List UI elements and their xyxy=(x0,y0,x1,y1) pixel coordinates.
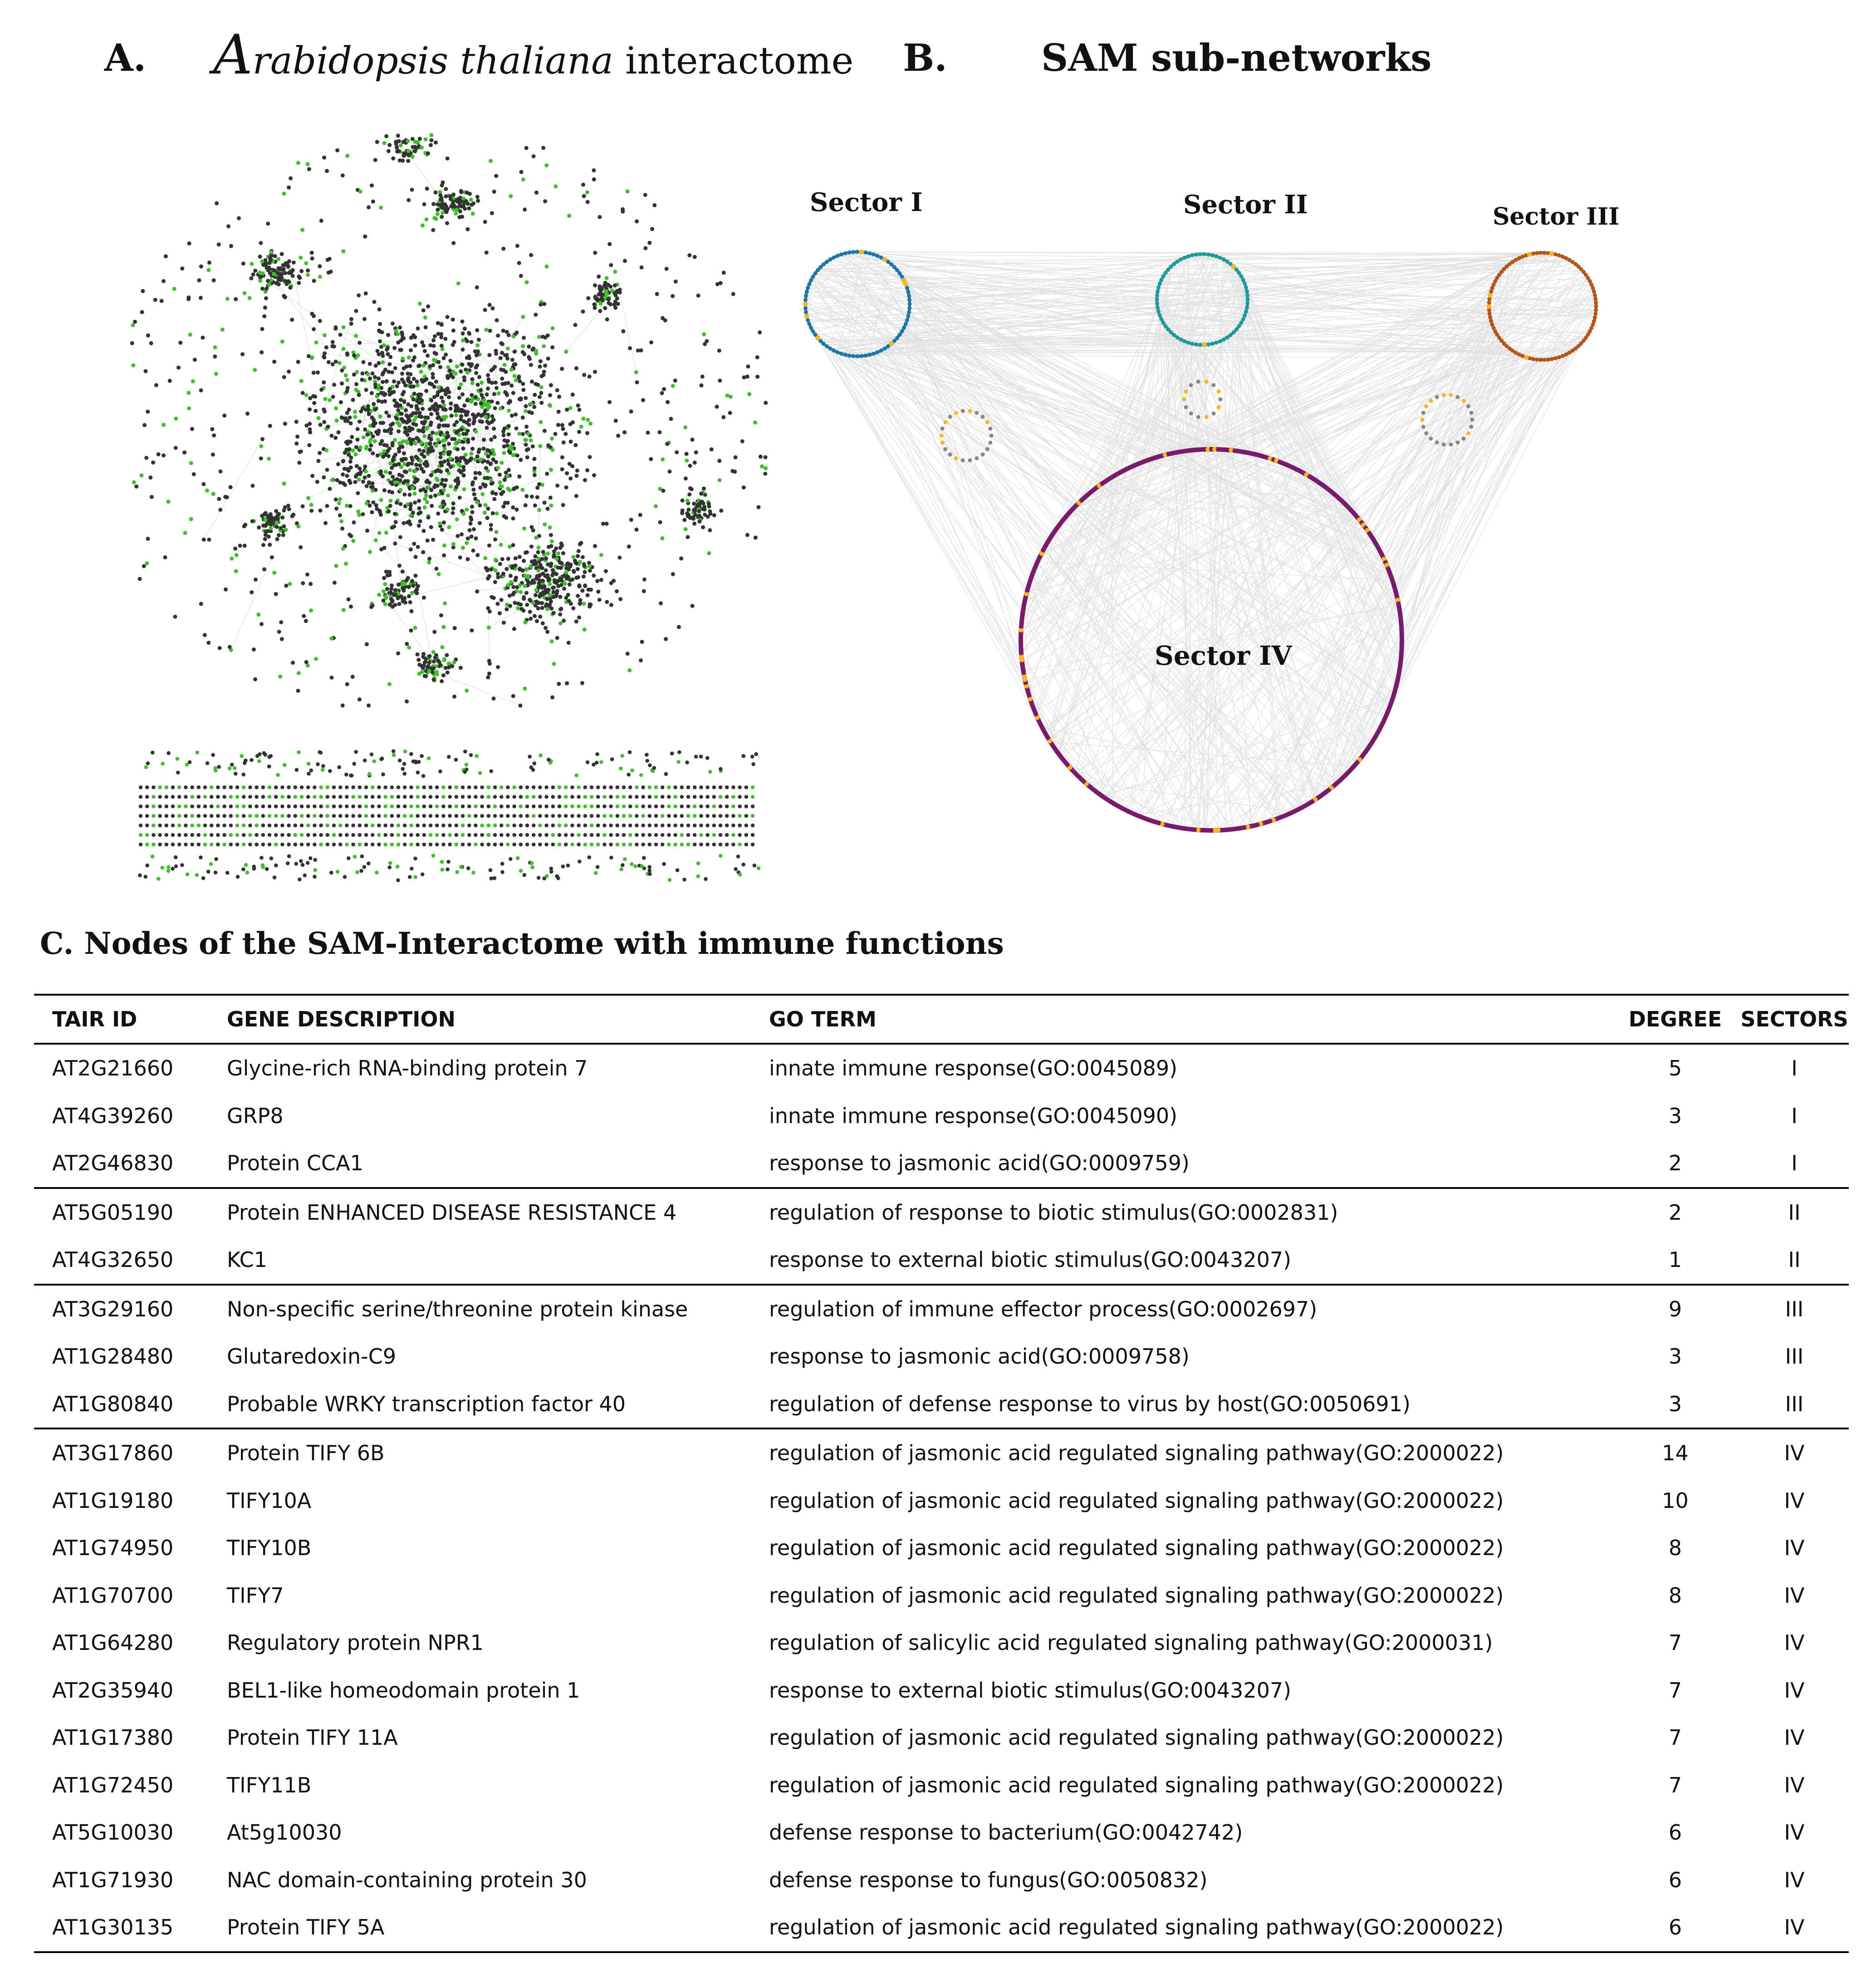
sam-subnetworks-graph xyxy=(0,0,1876,908)
tair-id-cell: AT2G35940 xyxy=(52,1678,174,1703)
degree-cell: 6 xyxy=(1668,1820,1682,1845)
go-term-cell: response to jasmonic acid(GO:0009759) xyxy=(769,1151,1190,1176)
degree-cell: 7 xyxy=(1668,1725,1682,1750)
go-term-cell: regulation of defense response to virus by host(GO:0050691) xyxy=(769,1391,1411,1416)
go-term-cell: regulation of jasmonic acid regulated signaling pathway(GO:2000022) xyxy=(769,1725,1504,1750)
table-row xyxy=(34,1714,1849,1762)
go-term-cell: innate immune response(GO:0045090) xyxy=(769,1103,1178,1128)
sector-cell: IV xyxy=(1784,1820,1805,1845)
degree-cell: 8 xyxy=(1668,1536,1682,1561)
go-term-cell: regulation of response to biotic stimulus(GO:0002831) xyxy=(751,1188,1611,1237)
sector-cell: IV xyxy=(1784,1583,1805,1608)
table-row xyxy=(34,1572,1849,1620)
gene-description-cell: Protein TIFY 5A xyxy=(209,1904,751,1952)
go-term-cell: response to external biotic stimulus(GO:0043207) xyxy=(769,1247,1292,1272)
sector-cell: III xyxy=(1740,1285,1849,1333)
tair-id-cell: AT1G80840 xyxy=(52,1391,174,1416)
degree-cell: 1 xyxy=(1668,1247,1682,1272)
gene-description-cell: TIFY10B xyxy=(227,1536,312,1561)
table-row xyxy=(34,1809,1849,1856)
tair-id-cell: AT1G28480 xyxy=(52,1344,174,1369)
go-term-cell: response to external biotic stimulus(GO:0043207) xyxy=(769,1678,1292,1703)
table-row xyxy=(34,1333,1849,1380)
gene-description-cell: Non-specific serine/threonine protein kinase xyxy=(209,1285,751,1333)
table-row xyxy=(34,1380,1849,1429)
table-row xyxy=(34,1762,1849,1809)
sector-cell: I xyxy=(1791,1151,1798,1176)
tair-id-cell: AT1G72450 xyxy=(52,1772,174,1797)
tair-id-cell: AT2G46830 xyxy=(52,1151,174,1176)
table-row xyxy=(34,1285,1849,1333)
gene-description-cell: Protein TIFY 11A xyxy=(227,1725,398,1750)
tair-id-cell: AT1G64280 xyxy=(52,1630,174,1655)
go-term-cell: defense response to bacterium(GO:0042742) xyxy=(769,1820,1243,1845)
sector-cell: IV xyxy=(1784,1536,1805,1561)
sector-cell: II xyxy=(1788,1247,1801,1272)
degree-cell: 7 xyxy=(1668,1630,1682,1655)
panel-a-title-initial: A xyxy=(213,24,253,87)
tair-id-cell: AT1G70700 xyxy=(52,1583,174,1608)
table-row xyxy=(34,1139,1849,1188)
panel-a-title-species: rabidopsis thaliana xyxy=(252,39,613,83)
sector-cell: IV xyxy=(1740,1428,1849,1477)
header-tair-id: TAIR ID xyxy=(34,995,209,1044)
go-term-cell: innate immune response(GO:0045089) xyxy=(769,1056,1178,1081)
sector-iv-label: Sector IV xyxy=(1155,640,1292,671)
table-header-row xyxy=(34,995,1849,1044)
degree-cell: 2 xyxy=(1611,1188,1740,1237)
degree-cell: 6 xyxy=(1668,1867,1682,1892)
table-row xyxy=(34,1904,1849,1952)
table-title: C. Nodes of the SAM-Interactome with immune functions xyxy=(40,926,1004,961)
gene-description-cell: GRP8 xyxy=(227,1103,284,1128)
degree-cell: 7 xyxy=(1668,1772,1682,1797)
degree-cell: 9 xyxy=(1611,1285,1740,1333)
gene-description-cell: KC1 xyxy=(227,1247,268,1272)
header-sectors: SECTORS xyxy=(1740,995,1849,1044)
go-term-cell: regulation of jasmonic acid regulated signaling pathway(GO:2000022) xyxy=(769,1772,1504,1797)
gene-description-cell: TIFY7 xyxy=(227,1583,284,1608)
tair-id-cell: AT1G71930 xyxy=(52,1867,174,1892)
go-term-cell: regulation of immune effector process(GO:0002697) xyxy=(751,1285,1611,1333)
tair-id-cell: AT1G19180 xyxy=(52,1488,174,1513)
sector-iv-ring xyxy=(1019,447,1404,833)
gene-description-cell: Protein CCA1 xyxy=(227,1151,363,1176)
immune-nodes-table xyxy=(34,994,1849,1953)
degree-cell: 2 xyxy=(1668,1151,1682,1176)
go-term-cell: regulation of jasmonic acid regulated signaling pathway(GO:2000022) xyxy=(751,1904,1611,1952)
degree-cell: 14 xyxy=(1611,1428,1740,1477)
degree-cell: 3 xyxy=(1668,1391,1682,1416)
sector-cell: IV xyxy=(1784,1678,1805,1703)
sector-cell: II xyxy=(1740,1188,1849,1237)
sector-cell: IV xyxy=(1784,1488,1805,1513)
subnetwork-edges xyxy=(805,252,1596,830)
sector-i-label: Sector I xyxy=(810,187,923,217)
sector-ii-label: Sector II xyxy=(1183,190,1308,220)
sector-cell: III xyxy=(1785,1344,1804,1369)
go-term-cell: regulation of jasmonic acid regulated signaling pathway(GO:2000022) xyxy=(769,1536,1504,1561)
panel-b-letter: B. xyxy=(903,36,947,80)
gene-description-cell: Regulatory protein NPR1 xyxy=(227,1630,484,1655)
gene-description-cell: Protein ENHANCED DISEASE RESISTANCE 4 xyxy=(209,1188,751,1237)
sector-cell: IV xyxy=(1784,1725,1805,1750)
header-gene-description: GENE DESCRIPTION xyxy=(209,995,751,1044)
gene-description-cell: Probable WRKY transcription factor 40 xyxy=(227,1391,626,1416)
table-row xyxy=(34,1428,1849,1477)
tair-id-cell: AT5G10030 xyxy=(52,1820,174,1845)
tair-id-cell: AT3G29160 xyxy=(34,1285,209,1333)
gene-description-cell: BEL1-like homeodomain protein 1 xyxy=(227,1678,580,1703)
tair-id-cell: AT4G32650 xyxy=(52,1247,174,1272)
go-term-cell: regulation of jasmonic acid regulated signaling pathway(GO:2000022) xyxy=(769,1488,1504,1513)
degree-cell: 6 xyxy=(1611,1904,1740,1952)
sector-cell: III xyxy=(1785,1391,1804,1416)
degree-cell: 3 xyxy=(1668,1103,1682,1128)
degree-cell: 10 xyxy=(1662,1488,1689,1513)
gene-description-cell: TIFY10A xyxy=(227,1488,312,1513)
tair-id-cell: AT5G05190 xyxy=(34,1188,209,1237)
table-row xyxy=(34,1619,1849,1667)
table-row xyxy=(34,1856,1849,1904)
table-row xyxy=(34,1524,1849,1572)
panel-b-title-sam: SAM xyxy=(1041,36,1138,80)
tair-id-cell: AT1G17380 xyxy=(52,1725,174,1750)
table-row xyxy=(34,1667,1849,1714)
table-row xyxy=(34,1477,1849,1525)
sector-cell: I xyxy=(1791,1103,1798,1128)
gene-description-cell: Glutaredoxin-C9 xyxy=(227,1344,397,1369)
tair-id-cell: AT1G30135 xyxy=(34,1904,209,1952)
tair-id-cell: AT3G17860 xyxy=(34,1428,209,1477)
table-row xyxy=(34,1188,1849,1237)
table-row xyxy=(34,1044,1849,1092)
gene-description-cell: Glycine-rich RNA-binding protein 7 xyxy=(227,1056,588,1081)
gene-description-cell: At5g10030 xyxy=(227,1820,342,1845)
degree-cell: 5 xyxy=(1668,1056,1682,1081)
go-term-cell: regulation of jasmonic acid regulated signaling pathway(GO:2000022) xyxy=(751,1428,1611,1477)
tair-id-cell: AT4G39260 xyxy=(52,1103,174,1128)
go-term-cell: regulation of jasmonic acid regulated signaling pathway(GO:2000022) xyxy=(769,1583,1504,1608)
header-go-term: GO TERM xyxy=(751,995,1611,1044)
sector-cell: I xyxy=(1791,1056,1798,1081)
sector-cell: IV xyxy=(1784,1867,1805,1892)
go-term-cell: response to jasmonic acid(GO:0009758) xyxy=(769,1344,1190,1369)
go-term-cell: regulation of salicylic acid regulated signaling pathway(GO:2000031) xyxy=(769,1630,1493,1655)
degree-cell: 7 xyxy=(1668,1678,1682,1703)
panel-b-title-rest: sub-networks xyxy=(1138,36,1432,80)
table-row xyxy=(34,1236,1849,1285)
tair-id-cell: AT2G21660 xyxy=(52,1056,174,1081)
sector-cell: IV xyxy=(1784,1630,1805,1655)
go-term-cell: defense response to fungus(GO:0050832) xyxy=(769,1867,1208,1892)
degree-cell: 3 xyxy=(1668,1344,1682,1369)
tair-id-cell: AT1G74950 xyxy=(52,1536,174,1561)
sector-cell: IV xyxy=(1784,1772,1805,1797)
gene-description-cell: TIFY11B xyxy=(227,1772,312,1797)
sector-cell: IV xyxy=(1740,1904,1849,1952)
panel-a-letter: A. xyxy=(104,36,147,80)
panel-a-title-suffix: interactome xyxy=(613,39,854,83)
table-row xyxy=(34,1092,1849,1140)
gene-description-cell: NAC domain-containing protein 30 xyxy=(227,1867,587,1892)
sector-iii-label: Sector III xyxy=(1493,203,1620,231)
degree-cell: 8 xyxy=(1668,1583,1682,1608)
header-degree: DEGREE xyxy=(1611,995,1740,1044)
gene-description-cell: Protein TIFY 6B xyxy=(209,1428,751,1477)
